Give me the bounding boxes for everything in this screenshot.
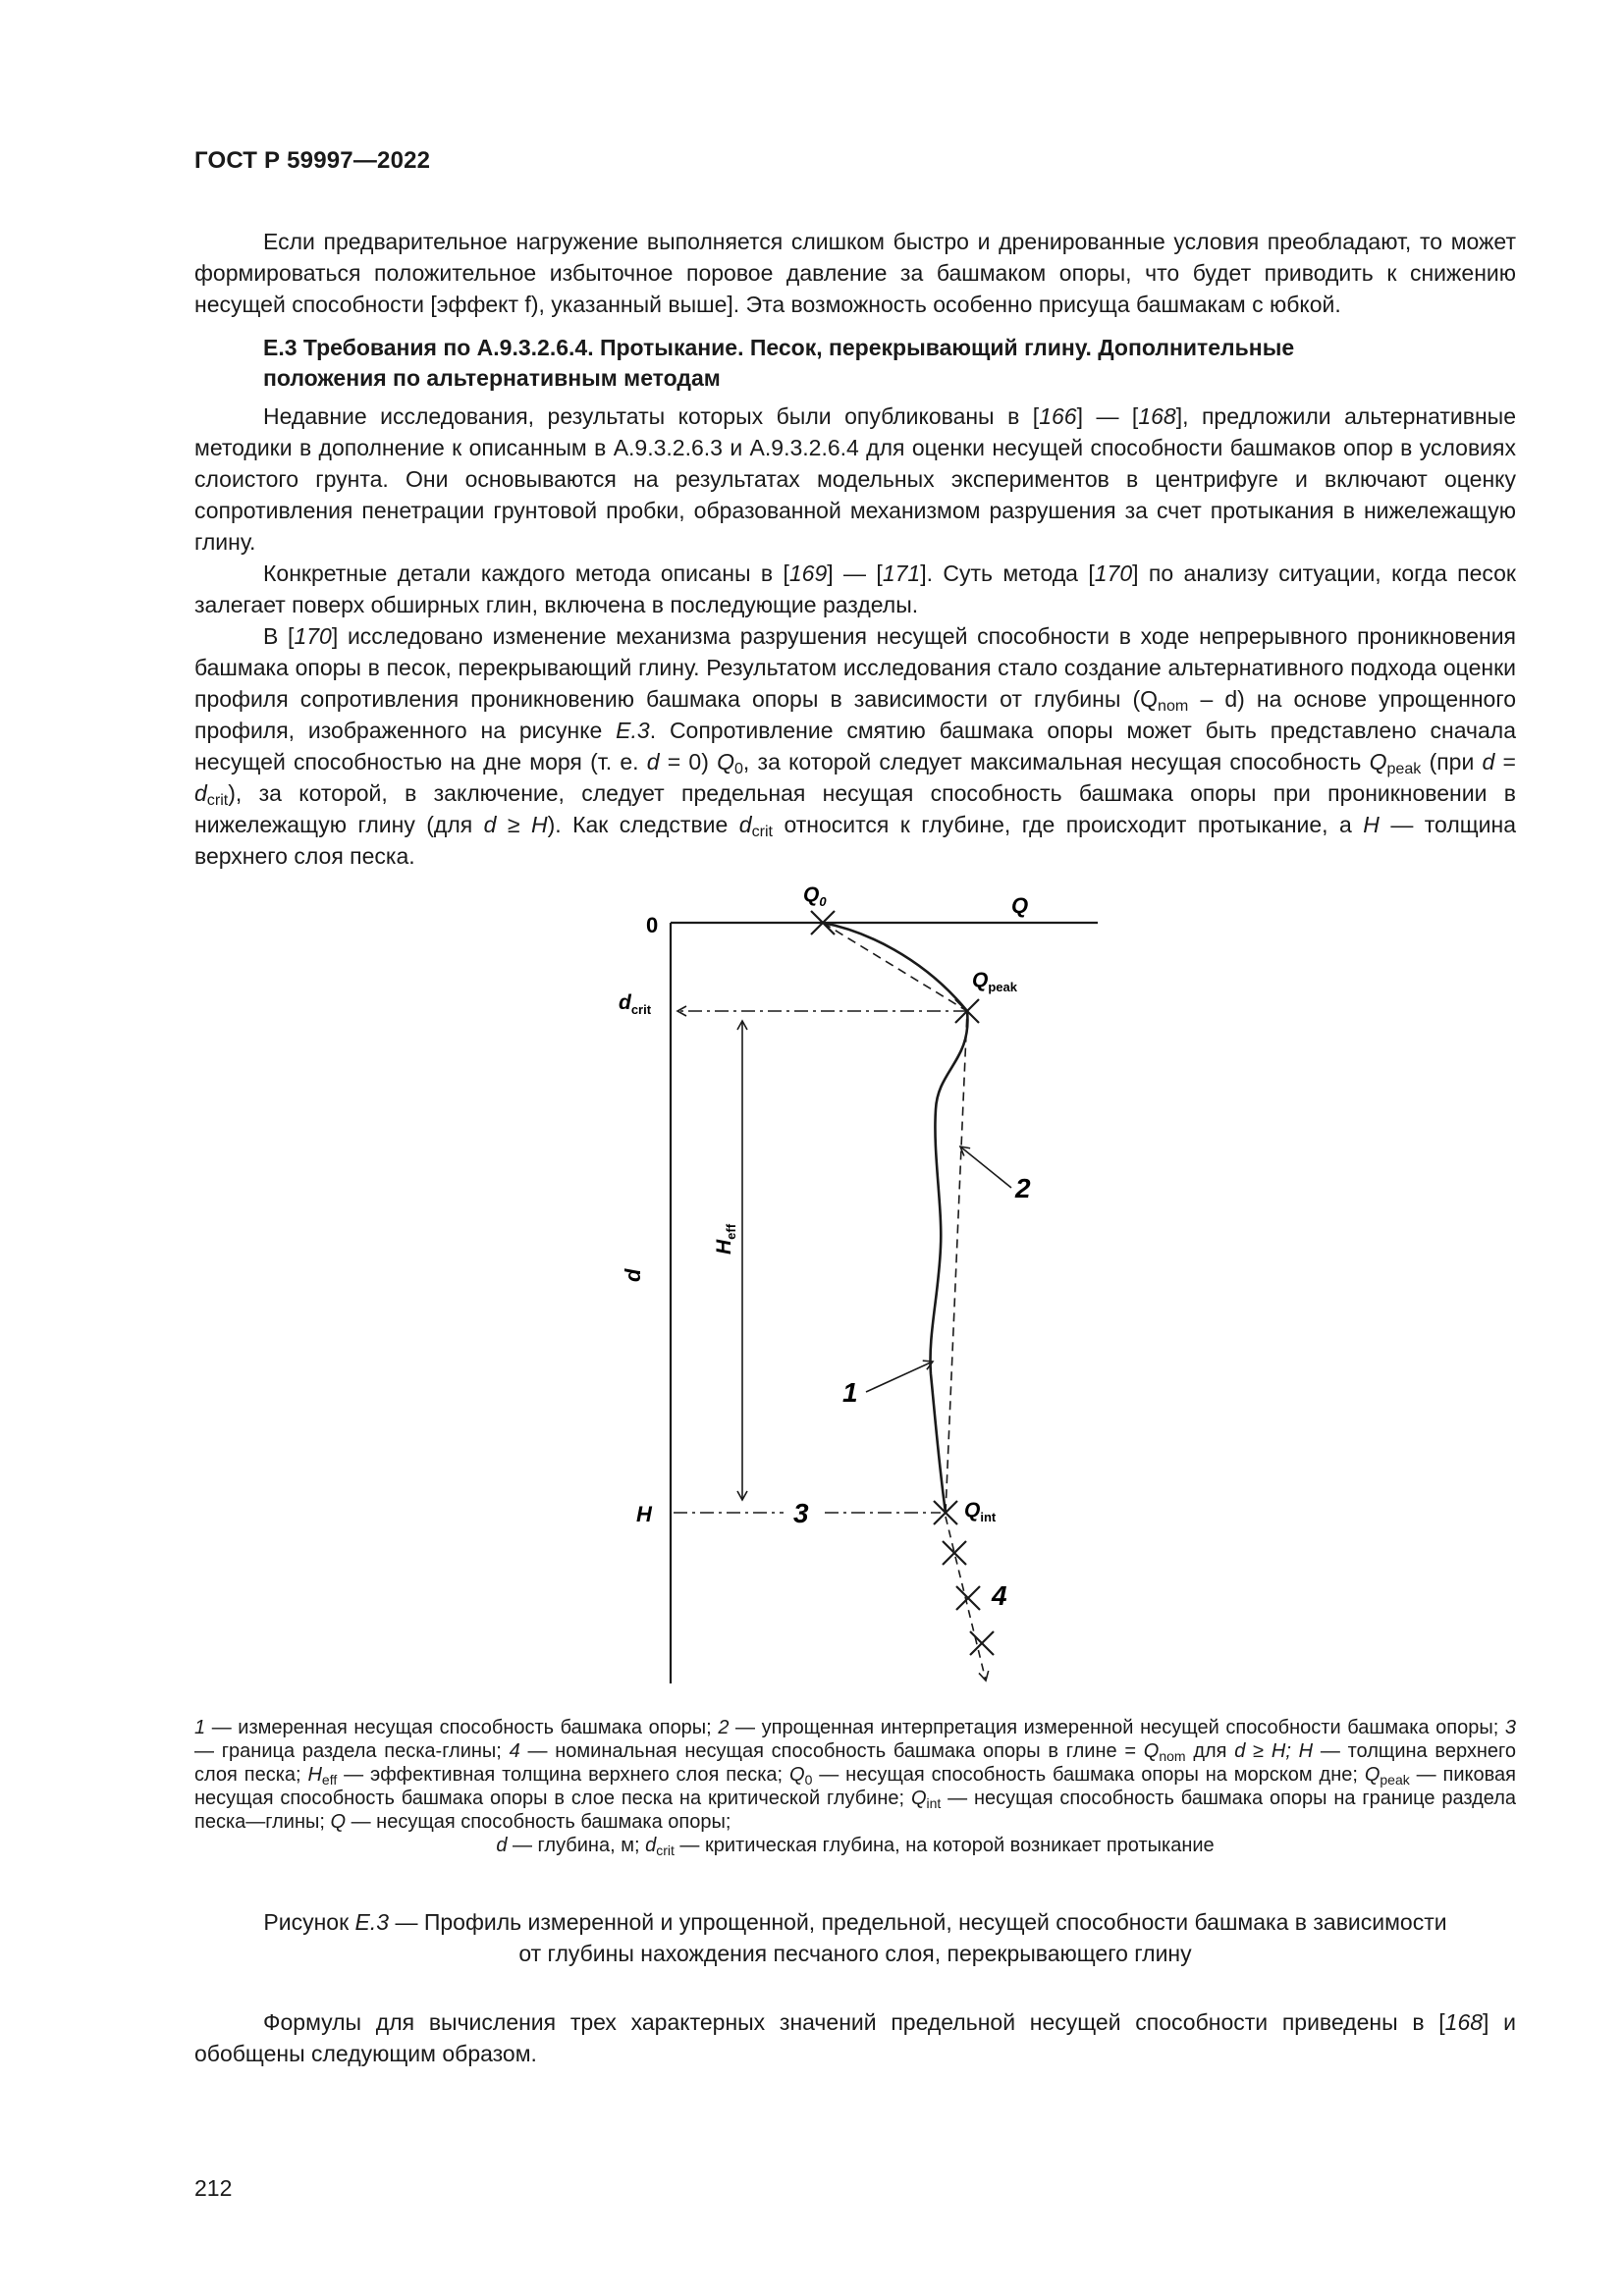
closing-paragraph: Формулы для вычисления трех характерных значений предельной несущей способности приведены в [168] и обобщены следующим образом. bbox=[194, 2009, 1516, 2066]
callout-1: 1 bbox=[842, 1377, 858, 1408]
marker-nominal-3 bbox=[970, 1631, 994, 1655]
callout-2-leader bbox=[960, 1147, 1011, 1188]
figure-legend: 1 — измеренная несущая способность башмака опоры; 2 — упрощенная интерпретация измеренной несущей способности башмака опоры; 3 — граница раздела песка-глины; 4 — номинальная несущая способность башмака опоры в глине = $Q_{nom}$ для d ≥ H; H — толщина верхнего слоя песка; $H_{eff}$ — эффективная толщина верхнего слоя песка; $Q_0$ — несущая способность башмака опоры на морском дне; $Q_{peak}$ — пиковая несущая способность башмака опоры в слое песка на критической глубине; $Q_{int}$ — несущая способность башмака опоры на границе раздела песка—глины; Q — несущая способность башмака опоры; d — глубина, м; $d_{crit}$ — критическая глубина, на которой возникает протыкание bbox=[194, 1717, 1517, 1858]
callout-3: 3 bbox=[793, 1498, 809, 1528]
label-q-axis: Q bbox=[1011, 893, 1029, 918]
label-heff: $H_{eff}$ bbox=[713, 1223, 738, 1255]
figure-caption: Рисунок Е.3 — Профиль измеренной и упрощенной, предельной, несущей способности башмака в зависимости от глубины нахождения песчаного слоя, перекрывающего глину bbox=[263, 1909, 1447, 1966]
label-qpeak: $Q_{peak}$ bbox=[972, 969, 1017, 994]
label-qint: $Q_{int}$ bbox=[964, 1499, 997, 1524]
marker-nominal-2 bbox=[956, 1586, 980, 1610]
label-d: d bbox=[621, 1268, 645, 1282]
page-number: 212 bbox=[194, 2175, 233, 2201]
figure-e3-diagram bbox=[589, 864, 1139, 1688]
intro-paragraph: Если предварительное нагружение выполняется слишком быстро и дренированные условия преобладают, то может формироваться положительное избыточное поровое давление за башмаком опоры, что будет приводить к снижению несущей способности [эффект f), указанный выше]. Эта возможность особенно присуща башмакам с юбкой. bbox=[194, 229, 1516, 317]
paragraph-b: Конкретные детали каждого метода описаны в [169] — [171]. Суть метода [170] по анализу ситуации, когда песок залегает поверх обширных глин, включена в последующие разделы. bbox=[194, 561, 1516, 617]
callout-1-leader bbox=[866, 1362, 933, 1392]
section-heading-line2: положения по альтернативным методам bbox=[263, 365, 721, 391]
paragraph-a: Недавние исследования, результаты которых были опубликованы в [166] — [168], предложили альтернативные методики в дополнение к описанным в А.9.3.2.6.3 и А.9.3.2.6.4 для оценки несущей способности башмаков опор в условиях слоистого грунта. Они основываются на результатах модельных экспериментов в центрифуге и включают оценку сопротивления пенетрации грунтовой пробки, образованной механизмом разрушения за счет протыкания в нижележащую глину. bbox=[194, 403, 1516, 555]
paragraph-c: В [170] исследовано изменение механизма разрушения несущей способности в ходе непрерывного проникновения башмака опоры в песок, перекрывающий глину. Результатом исследования стало создание альтернативного подхода оценки профиля сопротивления проникновению башмака опоры в зависимости от глубины $(Q_{nom} - d)$ на основе упрощенного профиля, изображенного на рисунке Е.3. Сопротивление смятию башмака опоры может быть представлено сначала несущей способностью на дне моря (т. е. d = 0) $Q_0$, за которой следует максимальная несущая способность $Q_{peak}$ (при $d = d_{crit}$), за которой, в заключение, следует предельная несущая способность башмака опоры при проникновении в нижележащую глину (для d ≥ H). Как следствие $d_{crit}$ относится к глубине, где происходит протыкание, а H — толщина верхнего слоя песка. bbox=[194, 623, 1517, 869]
section-body bbox=[194, 400, 1516, 872]
label-dcrit: $d_{crit}$ bbox=[619, 991, 652, 1017]
document-header: ГОСТ Р 59997—2022 bbox=[194, 147, 431, 174]
figure-legend-last-line: d — глубина, м; $d_{crit}$ — критическая глубина, на которой возникает протыкание bbox=[496, 1835, 1215, 1858]
label-zero: 0 bbox=[646, 913, 659, 937]
label-h: H bbox=[636, 1502, 652, 1526]
callout-4: 4 bbox=[992, 1580, 1007, 1611]
callout-2: 2 bbox=[1015, 1173, 1031, 1203]
marker-nominal-1 bbox=[943, 1541, 966, 1565]
label-q0: $Q_0$ bbox=[803, 883, 827, 909]
section-heading-line1: Е.3 Требования по А.9.3.2.6.4. Протыкание. Песок, перекрывающий глину. Дополнительные bbox=[263, 335, 1295, 360]
section-heading bbox=[263, 333, 1441, 394]
